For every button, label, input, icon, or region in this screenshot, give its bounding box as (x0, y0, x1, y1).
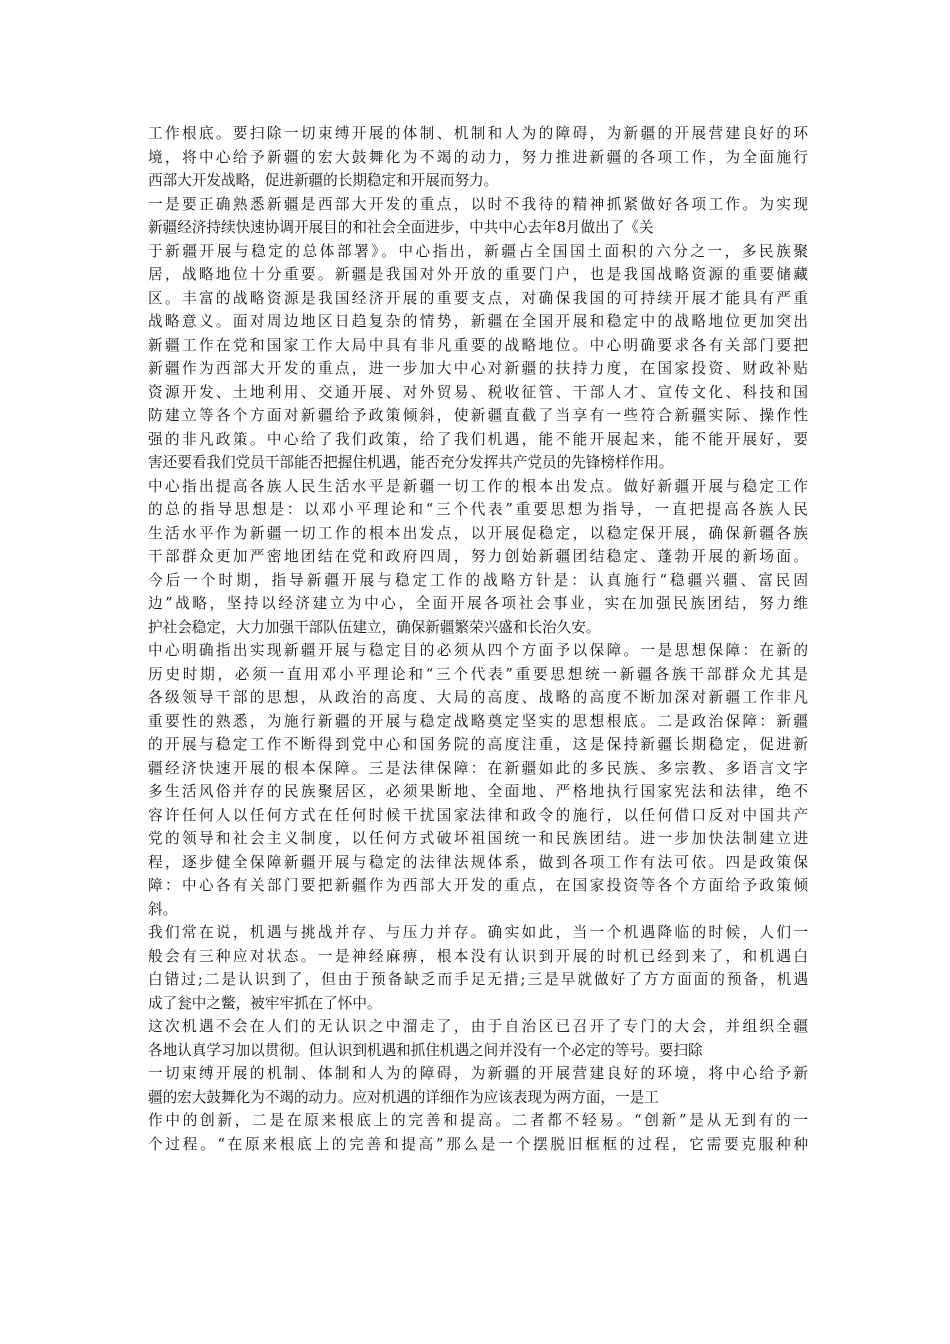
text-line: 的总的指导思想是：以邓小平理论和“三个代表”重要思想为指导，一直把提高各族人民 (148, 501, 808, 518)
text-line: 资源开发、土地利用、交通开展、对外贸易、税收征管、干部人才、宣传文化、科技和国 (148, 383, 808, 401)
text-line: 白错过;二是认识到了，但由于预备缺乏而手足无措;三是早就做好了方方面面的预备，机遇 (148, 971, 808, 988)
text-line: 区。丰富的战略资源是我国经济开展的重要支点，对确保我国的可持续开展才能具有严重 (148, 289, 808, 307)
text-line: 生活水平作为新疆一切工作的根本出发点，以开展促稳定，以稳定保开展，确保新疆各族 (148, 524, 808, 542)
text-line: 容许任何人以任何方式在任何时候干扰国家法律和政令的施行，以任何借口反对中国共产 (148, 806, 808, 824)
text-line: 党的领导和社会主义制度，以任何方式破坏祖国统一和民族团结。进一步加快法制建立进 (148, 830, 808, 847)
text-line: 中心明确指出实现新疆开展与稳定目的必须从四个方面予以保障。一是思想保障：在新的 (148, 642, 808, 659)
text-line: 个过程。“在原来根底上的完善和提高”那么是一个摆脱旧框框的过程，它需要克服种种 (148, 1135, 808, 1153)
text-line: 疆的宏大鼓舞化为不竭的动力。应对机遇的详细作为应该表现为两方面，一是工 (148, 1088, 659, 1106)
text-line: 疆经济快速开展的根本保障。三是法律保障：在新疆如此的多民族、多宗教、多语言文字 (148, 759, 808, 777)
text-line: 干部群众更加严密地团结在党和政府四周，努力创始新疆团结稳定、蓬勃开展的新场面。 (148, 548, 808, 565)
text-line: 重要性的熟悉，为施行新疆的开展与稳定战略奠定坚实的思想根底。二是政治保障：新疆 (148, 712, 808, 730)
text-line: 战略意义。面对周边地区日趋复杂的情势，新疆在全国开展和稳定中的战略地位更加突出 (148, 313, 808, 330)
text-line: 多生活风俗并存的民族聚居区，必须果断地、全面地、严格地执行国家宪法和法律，绝不 (148, 783, 808, 800)
text-line: 新疆经济持续快速协调开展目的和社会全面进步，中共中心去年8月做出了《关 (148, 219, 654, 236)
text-line: 作中的创新，二是在原来根底上的完善和提高。二者都不轻易。“创新”是从无到有的一 (148, 1112, 808, 1129)
text-line: 新疆作为西部大开发的重点，进一步加大中心对新疆的扶持力度，在国家投资、财政补贴 (148, 360, 808, 377)
text-line: 一切束缚开展的机制、体制和人为的障碍，为新疆的开展营建良好的环境，将中心给予新 (148, 1065, 808, 1082)
text-line: 境，将中心给予新疆的宏大鼓舞化为不竭的动力，努力推进新疆的各项工作，为全面施行 (148, 148, 808, 166)
text-line: 护社会稳定，大力加强干部队伍建立，确保新疆繁荣兴盛和长治久安。 (148, 618, 601, 636)
text-line: 般会有三种应对状态。一是神经麻痹，根本没有认识到开展的时机已经到来了，和机遇白 (148, 947, 808, 965)
text-line: 成了瓮中之鳖，被牢牢抓在了怀中。 (148, 994, 382, 1012)
text-line: 今后一个时期，指导新疆开展与稳定工作的战略方针是：认真施行“稳疆兴疆、富民固 (148, 571, 808, 589)
body-text (148, 122, 808, 1156)
text-line: 西部大开发战略，促进新疆的长期稳定和开展而努力。 (148, 172, 499, 189)
text-line: 历史时期，必须一直用邓小平理论和“三个代表”重要思想统一新疆各族干部群众尤其是 (148, 665, 808, 683)
text-line: 的开展与稳定工作不断得到党中心和国务院的高度注重，这是保持新疆长期稳定，促进新 (148, 736, 808, 753)
text-line: 我们常在说，机遇与挑战并存、与压力并存。确实如此，当一个机遇降临的时候，人们一 (148, 924, 808, 941)
text-line: 程，逐步健全保障新疆开展与稳定的法律法规体系，做到各项工作有法可依。四是政策保 (148, 853, 808, 871)
text-line: 防建立等各个方面对新疆给予政策倾斜，使新疆直截了当享有一些符合新疆实际、操作性 (148, 407, 808, 424)
text-line: 居，战略地位十分重要。新疆是我国对外开放的重要门户，也是我国战略资源的重要储藏 (148, 266, 808, 283)
text-line: 新疆工作在党和国家工作大局中具有非凡重要的战略地位。中心明确要求各有关部门要把 (148, 336, 808, 354)
text-line: 中心指出提高各族人民生活水平是新疆一切工作的根本出发点。做好新疆开展与稳定工作 (148, 477, 808, 495)
text-line: 工作根底。要扫除一切束缚开展的体制、机制和人为的障碍，为新疆的开展营建良好的环 (148, 125, 808, 142)
text-line: 害还要看我们党员干部能否把握住机遇，能否充分发挥共产党员的先锋榜样作用。 (148, 454, 674, 471)
text-line: 各级领导干部的思想，从政治的高度、大局的高度、战略的高度不断加深对新疆工作非凡 (148, 689, 808, 706)
text-line: 强的非凡政策。中心给了我们政策，给了我们机遇，能不能开展起来，能不能开展好，要 (148, 430, 808, 448)
text-line: 障：中心各有关部门要把新疆作为西部大开发的重点，在国家投资等各个方面给予政策倾 (148, 877, 808, 894)
text-line: 斜。 (148, 900, 178, 918)
text-line: 边”战略，坚持以经济建立为中心，全面开展各项社会事业，实在加强民族团结，努力维 (148, 595, 808, 612)
text-line: 各地认真学习加以贯彻。但认识到机遇和抓住机遇之间并没有一个必定的等号。要扫除 (148, 1041, 703, 1059)
text-line: 这次机遇不会在人们的无认识之中溜走了，由于自治区已召开了专门的大会，并组织全疆 (148, 1018, 808, 1035)
text-line: 于新疆开展与稳定的总体部署》。中心指出，新疆占全国国土面积的六分之一，多民族聚 (148, 242, 808, 260)
text-line: 一是要正确熟悉新疆是西部大开发的重点，以时不我待的精神抓紧做好各项工作。为实现 (148, 195, 808, 213)
